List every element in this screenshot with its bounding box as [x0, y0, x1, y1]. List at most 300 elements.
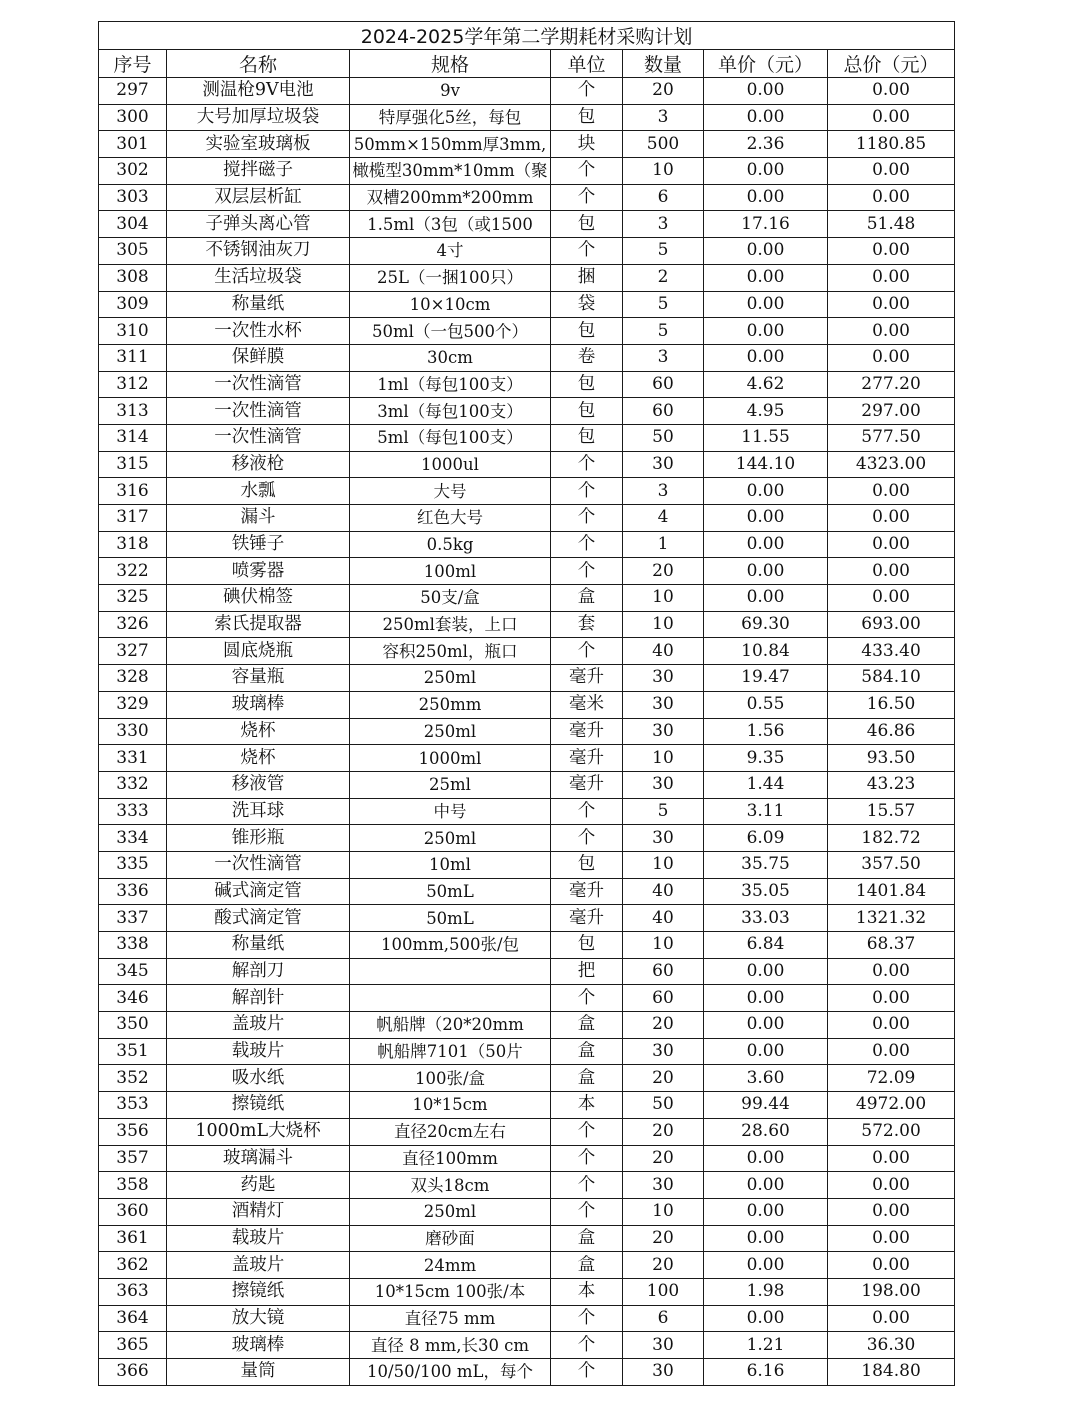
- table-row: [99, 985, 955, 1012]
- cell-unit-price: 0.00: [704, 1038, 828, 1065]
- cell-unit: 毫升: [551, 771, 623, 798]
- table-row: [99, 371, 955, 398]
- cell-unit-price: 0.00: [704, 184, 828, 211]
- cell-name: 称量纸: [167, 291, 350, 318]
- table-row: [99, 798, 955, 825]
- cell-total-price: 0.00: [828, 78, 955, 105]
- cell-index: 352: [99, 1065, 167, 1092]
- cell-unit-price: 0.00: [704, 958, 828, 985]
- cell-name: 搅拌磁子: [167, 158, 350, 185]
- column-header-name: 名称: [167, 50, 350, 78]
- cell-total-price: 572.00: [828, 1118, 955, 1145]
- cell-index: 356: [99, 1118, 167, 1145]
- cell-total-price: 0.00: [828, 264, 955, 291]
- table-row: [99, 1172, 955, 1199]
- table-row: [99, 398, 955, 425]
- cell-index: 357: [99, 1145, 167, 1172]
- cell-quantity: 30: [623, 451, 704, 478]
- cell-name: 称量纸: [167, 932, 350, 959]
- cell-index: 336: [99, 878, 167, 905]
- cell-spec: 250ml: [350, 1198, 551, 1225]
- cell-spec: 25ml: [350, 771, 551, 798]
- cell-total-price: 0.00: [828, 985, 955, 1012]
- table-row: [99, 1305, 955, 1332]
- cell-total-price: 0.00: [828, 1172, 955, 1199]
- cell-index: 314: [99, 424, 167, 451]
- cell-spec: 1000ul: [350, 451, 551, 478]
- table-row: [99, 665, 955, 692]
- cell-name: 一次性水杯: [167, 318, 350, 345]
- cell-total-price: 0.00: [828, 1145, 955, 1172]
- table-row: [99, 291, 955, 318]
- cell-spec: 30cm: [350, 344, 551, 371]
- cell-spec: 3ml（每包100支）: [350, 398, 551, 425]
- cell-name: 擦镜纸: [167, 1278, 350, 1305]
- table-row: [99, 1038, 955, 1065]
- cell-name: 量筒: [167, 1359, 350, 1386]
- cell-spec: 大号: [350, 478, 551, 505]
- cell-unit: 本: [551, 1092, 623, 1119]
- cell-unit-price: 0.55: [704, 691, 828, 718]
- table-row: [99, 905, 955, 932]
- table-row: [99, 718, 955, 745]
- cell-unit: 包: [551, 932, 623, 959]
- cell-total-price: 0.00: [828, 1305, 955, 1332]
- cell-total-price: 1321.32: [828, 905, 955, 932]
- cell-spec: 250mm: [350, 691, 551, 718]
- cell-index: 335: [99, 851, 167, 878]
- cell-quantity: 60: [623, 371, 704, 398]
- cell-unit-price: 144.10: [704, 451, 828, 478]
- cell-unit: 个: [551, 1172, 623, 1199]
- cell-unit: 本: [551, 1278, 623, 1305]
- cell-unit-price: 0.00: [704, 104, 828, 131]
- cell-quantity: 10: [623, 851, 704, 878]
- cell-unit: 包: [551, 104, 623, 131]
- cell-index: 305: [99, 238, 167, 265]
- cell-index: 366: [99, 1359, 167, 1386]
- cell-quantity: 5: [623, 318, 704, 345]
- cell-unit-price: 1.44: [704, 771, 828, 798]
- cell-total-price: 0.00: [828, 958, 955, 985]
- cell-quantity: 1: [623, 531, 704, 558]
- cell-unit: 包: [551, 851, 623, 878]
- cell-index: 309: [99, 291, 167, 318]
- cell-total-price: 46.86: [828, 718, 955, 745]
- cell-quantity: 30: [623, 691, 704, 718]
- cell-total-price: 36.30: [828, 1332, 955, 1359]
- cell-name: 玻璃漏斗: [167, 1145, 350, 1172]
- cell-unit: 个: [551, 505, 623, 532]
- cell-name: 玻璃棒: [167, 1332, 350, 1359]
- table-row: [99, 691, 955, 718]
- cell-spec: 1000ml: [350, 745, 551, 772]
- cell-unit: 个: [551, 184, 623, 211]
- cell-unit: 盒: [551, 585, 623, 612]
- cell-index: 326: [99, 611, 167, 638]
- cell-name: 移液管: [167, 771, 350, 798]
- table-row: [99, 505, 955, 532]
- table-row: [99, 932, 955, 959]
- cell-total-price: 577.50: [828, 424, 955, 451]
- cell-unit-price: 0.00: [704, 478, 828, 505]
- cell-total-price: 693.00: [828, 611, 955, 638]
- cell-total-price: 1180.85: [828, 131, 955, 158]
- title-row: [99, 22, 955, 50]
- cell-name: 载玻片: [167, 1225, 350, 1252]
- cell-quantity: 6: [623, 184, 704, 211]
- table-row: [99, 825, 955, 852]
- cell-index: 330: [99, 718, 167, 745]
- table-row: [99, 184, 955, 211]
- cell-total-price: 0.00: [828, 1225, 955, 1252]
- cell-unit-price: 0.00: [704, 291, 828, 318]
- table-row: [99, 1012, 955, 1039]
- cell-unit-price: 11.55: [704, 424, 828, 451]
- cell-unit-price: 0.00: [704, 1252, 828, 1279]
- cell-index: 311: [99, 344, 167, 371]
- table-body: [99, 78, 955, 1386]
- cell-unit: 个: [551, 798, 623, 825]
- cell-name: 碘伏棉签: [167, 585, 350, 612]
- cell-quantity: 20: [623, 1252, 704, 1279]
- cell-total-price: 0.00: [828, 238, 955, 265]
- column-header-quantity: 数量: [623, 50, 704, 78]
- cell-total-price: 0.00: [828, 158, 955, 185]
- cell-index: 310: [99, 318, 167, 345]
- cell-quantity: 6: [623, 1305, 704, 1332]
- cell-unit-price: 0.00: [704, 264, 828, 291]
- cell-total-price: 0.00: [828, 1038, 955, 1065]
- cell-spec: 9v: [350, 78, 551, 105]
- cell-index: 346: [99, 985, 167, 1012]
- cell-unit-price: 0.00: [704, 1145, 828, 1172]
- cell-name: 测温枪9V电池: [167, 78, 350, 105]
- cell-unit-price: 0.00: [704, 505, 828, 532]
- cell-quantity: 20: [623, 1145, 704, 1172]
- table-row: [99, 771, 955, 798]
- cell-index: 317: [99, 505, 167, 532]
- cell-unit: 捆: [551, 264, 623, 291]
- cell-unit: 个: [551, 451, 623, 478]
- column-header-total-price: 总价（元）: [828, 50, 955, 78]
- table-row: [99, 1198, 955, 1225]
- cell-total-price: 182.72: [828, 825, 955, 852]
- cell-index: 300: [99, 104, 167, 131]
- cell-unit: 包: [551, 424, 623, 451]
- cell-name: 解剖刀: [167, 958, 350, 985]
- cell-quantity: 3: [623, 211, 704, 238]
- cell-spec: 容积250ml，瓶口: [350, 638, 551, 665]
- table-row: [99, 958, 955, 985]
- table-row: [99, 344, 955, 371]
- cell-total-price: 0.00: [828, 184, 955, 211]
- cell-name: 喷雾器: [167, 558, 350, 585]
- cell-name: 载玻片: [167, 1038, 350, 1065]
- table-row: [99, 851, 955, 878]
- column-header-unit: 单位: [551, 50, 623, 78]
- header-row: [99, 50, 955, 78]
- cell-name: 玻璃棒: [167, 691, 350, 718]
- cell-quantity: 30: [623, 665, 704, 692]
- cell-spec: 10/50/100 mL，每个: [350, 1359, 551, 1386]
- cell-name: 圆底烧瓶: [167, 638, 350, 665]
- cell-total-price: 0.00: [828, 478, 955, 505]
- table-row: [99, 78, 955, 105]
- cell-total-price: 0.00: [828, 1198, 955, 1225]
- cell-spec: 10*15cm: [350, 1092, 551, 1119]
- cell-unit-price: 3.60: [704, 1065, 828, 1092]
- table-row: [99, 131, 955, 158]
- cell-unit-price: 6.16: [704, 1359, 828, 1386]
- cell-quantity: 3: [623, 104, 704, 131]
- cell-unit-price: 19.47: [704, 665, 828, 692]
- cell-spec: 50ml（一包500个）: [350, 318, 551, 345]
- cell-quantity: 60: [623, 985, 704, 1012]
- column-header-unit-price: 单价（元）: [704, 50, 828, 78]
- cell-quantity: 20: [623, 78, 704, 105]
- cell-unit-price: 0.00: [704, 985, 828, 1012]
- cell-unit: 个: [551, 558, 623, 585]
- table-row: [99, 611, 955, 638]
- cell-index: 338: [99, 932, 167, 959]
- cell-total-price: 0.00: [828, 558, 955, 585]
- cell-unit-price: 99.44: [704, 1092, 828, 1119]
- cell-unit: 包: [551, 318, 623, 345]
- cell-unit-price: 0.00: [704, 344, 828, 371]
- cell-spec: 10*15cm 100张/本: [350, 1278, 551, 1305]
- cell-quantity: 20: [623, 1118, 704, 1145]
- cell-unit-price: 3.11: [704, 798, 828, 825]
- table-row: [99, 264, 955, 291]
- cell-total-price: 4323.00: [828, 451, 955, 478]
- cell-spec: [350, 958, 551, 985]
- cell-total-price: 15.57: [828, 798, 955, 825]
- cell-unit-price: 0.00: [704, 1225, 828, 1252]
- cell-quantity: 20: [623, 558, 704, 585]
- cell-quantity: 20: [623, 1065, 704, 1092]
- cell-unit-price: 35.75: [704, 851, 828, 878]
- cell-index: 322: [99, 558, 167, 585]
- cell-unit: 毫米: [551, 691, 623, 718]
- cell-unit: 个: [551, 238, 623, 265]
- cell-spec: 4寸: [350, 238, 551, 265]
- cell-spec: 50mL: [350, 905, 551, 932]
- table-row: [99, 451, 955, 478]
- cell-total-price: 277.20: [828, 371, 955, 398]
- cell-quantity: 30: [623, 1332, 704, 1359]
- cell-name: 不锈钢油灰刀: [167, 238, 350, 265]
- cell-index: 362: [99, 1252, 167, 1279]
- cell-unit-price: 4.62: [704, 371, 828, 398]
- table-row: [99, 1118, 955, 1145]
- cell-index: 312: [99, 371, 167, 398]
- cell-spec: 帆船牌7101（50片: [350, 1038, 551, 1065]
- table-row: [99, 1065, 955, 1092]
- cell-total-price: 0.00: [828, 104, 955, 131]
- cell-index: 361: [99, 1225, 167, 1252]
- cell-spec: 50mm×150mm厚3mm,: [350, 131, 551, 158]
- cell-total-price: 4972.00: [828, 1092, 955, 1119]
- cell-total-price: 297.00: [828, 398, 955, 425]
- cell-index: 358: [99, 1172, 167, 1199]
- cell-total-price: 584.10: [828, 665, 955, 692]
- cell-total-price: 433.40: [828, 638, 955, 665]
- cell-name: 一次性滴管: [167, 424, 350, 451]
- cell-quantity: 40: [623, 638, 704, 665]
- table-row: [99, 745, 955, 772]
- cell-spec: 橄榄型30mm*10mm（聚: [350, 158, 551, 185]
- cell-index: 365: [99, 1332, 167, 1359]
- cell-unit: 包: [551, 398, 623, 425]
- cell-quantity: 10: [623, 585, 704, 612]
- cell-name: 铁锤子: [167, 531, 350, 558]
- cell-spec: 25L（一捆100只）: [350, 264, 551, 291]
- cell-spec: 50支/盒: [350, 585, 551, 612]
- table-row: [99, 424, 955, 451]
- cell-unit-price: 0.00: [704, 158, 828, 185]
- cell-unit: 包: [551, 211, 623, 238]
- cell-quantity: 60: [623, 398, 704, 425]
- cell-name: 生活垃圾袋: [167, 264, 350, 291]
- cell-index: 327: [99, 638, 167, 665]
- cell-spec: 直径75 mm: [350, 1305, 551, 1332]
- cell-unit-price: 0.00: [704, 1305, 828, 1332]
- cell-unit-price: 1.56: [704, 718, 828, 745]
- purchase-plan-table: [98, 21, 955, 1386]
- cell-unit: 个: [551, 1198, 623, 1225]
- cell-name: 漏斗: [167, 505, 350, 532]
- cell-unit-price: 10.84: [704, 638, 828, 665]
- cell-spec: 5ml（每包100支）: [350, 424, 551, 451]
- cell-index: 301: [99, 131, 167, 158]
- cell-unit-price: 0.00: [704, 585, 828, 612]
- cell-unit: 毫升: [551, 745, 623, 772]
- cell-index: 334: [99, 825, 167, 852]
- cell-index: 316: [99, 478, 167, 505]
- cell-spec: 1.5ml（3包（或1500: [350, 211, 551, 238]
- cell-index: 360: [99, 1198, 167, 1225]
- cell-unit: 毫升: [551, 718, 623, 745]
- cell-name: 索氏提取器: [167, 611, 350, 638]
- cell-name: 水瓢: [167, 478, 350, 505]
- cell-name: 药匙: [167, 1172, 350, 1199]
- cell-index: 353: [99, 1092, 167, 1119]
- cell-index: 345: [99, 958, 167, 985]
- cell-spec: 1ml（每包100支）: [350, 371, 551, 398]
- cell-index: 337: [99, 905, 167, 932]
- cell-unit-price: 69.30: [704, 611, 828, 638]
- cell-spec: 10ml: [350, 851, 551, 878]
- column-header-spec: 规格: [350, 50, 551, 78]
- cell-total-price: 0.00: [828, 291, 955, 318]
- cell-unit: 盒: [551, 1252, 623, 1279]
- cell-index: 329: [99, 691, 167, 718]
- cell-name: 保鲜膜: [167, 344, 350, 371]
- cell-quantity: 30: [623, 771, 704, 798]
- cell-unit: 个: [551, 478, 623, 505]
- cell-unit-price: 0.00: [704, 238, 828, 265]
- table-row: [99, 1252, 955, 1279]
- cell-spec: 直径100mm: [350, 1145, 551, 1172]
- cell-quantity: 100: [623, 1278, 704, 1305]
- table-row: [99, 478, 955, 505]
- cell-spec: 直径20cm左右: [350, 1118, 551, 1145]
- cell-quantity: 60: [623, 958, 704, 985]
- cell-unit-price: 0.00: [704, 318, 828, 345]
- cell-name: 双层层析缸: [167, 184, 350, 211]
- table-row: [99, 1278, 955, 1305]
- cell-quantity: 10: [623, 1198, 704, 1225]
- cell-unit-price: 0.00: [704, 1198, 828, 1225]
- cell-unit: 个: [551, 638, 623, 665]
- cell-unit: 个: [551, 1305, 623, 1332]
- cell-total-price: 0.00: [828, 531, 955, 558]
- cell-quantity: 30: [623, 1359, 704, 1386]
- cell-name: 容量瓶: [167, 665, 350, 692]
- cell-quantity: 10: [623, 611, 704, 638]
- cell-unit-price: 33.03: [704, 905, 828, 932]
- table-row: [99, 318, 955, 345]
- cell-quantity: 50: [623, 1092, 704, 1119]
- cell-unit-price: 0.00: [704, 1172, 828, 1199]
- cell-quantity: 500: [623, 131, 704, 158]
- cell-spec: 特厚强化5丝，每包: [350, 104, 551, 131]
- cell-name: 大号加厚垃圾袋: [167, 104, 350, 131]
- cell-unit: 个: [551, 1118, 623, 1145]
- cell-unit: 个: [551, 825, 623, 852]
- cell-spec: 10×10cm: [350, 291, 551, 318]
- cell-unit-price: 0.00: [704, 78, 828, 105]
- cell-quantity: 20: [623, 1012, 704, 1039]
- cell-unit: 盒: [551, 1038, 623, 1065]
- cell-unit: 把: [551, 958, 623, 985]
- cell-spec: 中号: [350, 798, 551, 825]
- table-row: [99, 238, 955, 265]
- cell-index: 304: [99, 211, 167, 238]
- table-row: [99, 158, 955, 185]
- cell-spec: 100mm,500张/包: [350, 932, 551, 959]
- cell-unit-price: 0.00: [704, 558, 828, 585]
- cell-index: 351: [99, 1038, 167, 1065]
- cell-unit: 个: [551, 158, 623, 185]
- cell-name: 烧杯: [167, 718, 350, 745]
- cell-name: 吸水纸: [167, 1065, 350, 1092]
- cell-total-price: 68.37: [828, 932, 955, 959]
- cell-unit: 卷: [551, 344, 623, 371]
- cell-total-price: 0.00: [828, 585, 955, 612]
- table-row: [99, 531, 955, 558]
- cell-total-price: 16.50: [828, 691, 955, 718]
- cell-unit: 套: [551, 611, 623, 638]
- table-row: [99, 104, 955, 131]
- cell-unit-price: 6.09: [704, 825, 828, 852]
- cell-unit: 个: [551, 78, 623, 105]
- cell-index: 331: [99, 745, 167, 772]
- table-row: [99, 585, 955, 612]
- cell-unit-price: 17.16: [704, 211, 828, 238]
- cell-name: 洗耳球: [167, 798, 350, 825]
- cell-total-price: 93.50: [828, 745, 955, 772]
- table-row: [99, 1145, 955, 1172]
- cell-index: 303: [99, 184, 167, 211]
- cell-quantity: 50: [623, 424, 704, 451]
- cell-index: 325: [99, 585, 167, 612]
- table-row: [99, 638, 955, 665]
- cell-total-price: 0.00: [828, 1012, 955, 1039]
- cell-index: 308: [99, 264, 167, 291]
- cell-unit-price: 35.05: [704, 878, 828, 905]
